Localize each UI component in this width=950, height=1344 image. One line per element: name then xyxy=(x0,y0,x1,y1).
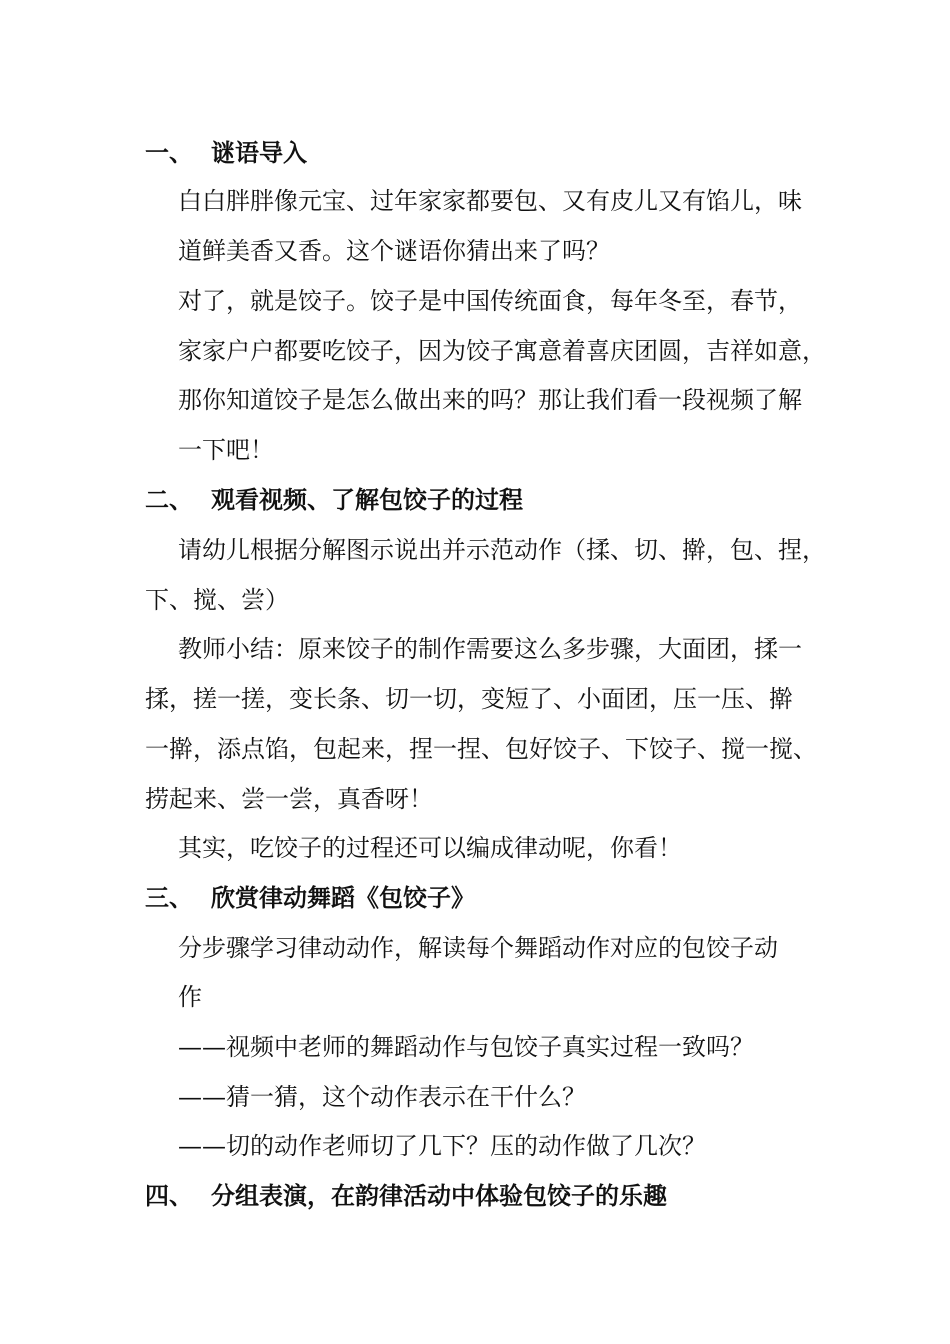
paragraph-line: ——切的动作老师切了几下？压的动作做了几次？ xyxy=(178,1132,706,1160)
paragraph-line: 教师小结：原来饺子的制作需要这么多步骤，大面团，揉一 xyxy=(178,635,802,663)
paragraph-line: 捞起来、尝一尝，真香呀！ xyxy=(145,785,433,813)
paragraph-line: 道鲜美香又香。这个谜语你猜出来了吗？ xyxy=(178,237,610,265)
paragraph-line: 白白胖胖像元宝、过年家家都要包、又有皮儿又有馅儿，味 xyxy=(178,187,802,215)
section-title: 欣赏律动舞蹈《包饺子》 xyxy=(211,883,475,912)
paragraph-line: 下、搅、尝） xyxy=(145,586,289,614)
paragraph-line: 揉，搓一搓，变长条、切一切，变短了、小面团，压一压、擀 xyxy=(145,685,793,713)
paragraph-line: ——猜一猜，这个动作表示在干什么？ xyxy=(178,1083,586,1111)
section-number: 二、 xyxy=(145,485,193,514)
paragraph-line: 其实，吃饺子的过程还可以编成律动呢，你看！ xyxy=(178,834,682,862)
paragraph-line: ——视频中老师的舞蹈动作与包饺子真实过程一致吗？ xyxy=(178,1033,754,1061)
section-number: 一、 xyxy=(145,138,193,167)
paragraph-line: 家家户户都要吃饺子，因为饺子寓意着喜庆团圆，吉祥如意， xyxy=(178,337,826,365)
section-title: 分组表演，在韵律活动中体验包饺子的乐趣 xyxy=(211,1181,667,1210)
section-number: 三、 xyxy=(145,883,193,912)
paragraph-line: 一下吧！ xyxy=(178,436,274,464)
paragraph-line: 请幼儿根据分解图示说出并示范动作（揉、切、擀，包、捏， xyxy=(178,536,826,564)
paragraph-line: 作 xyxy=(178,983,202,1011)
section-number: 四、 xyxy=(145,1181,193,1210)
paragraph-line: 对了，就是饺子。饺子是中国传统面食，每年冬至，春节， xyxy=(178,287,802,315)
section-title: 观看视频、了解包饺子的过程 xyxy=(211,485,523,514)
paragraph-line: 分步骤学习律动动作，解读每个舞蹈动作对应的包饺子动 xyxy=(178,934,778,962)
section-title: 谜语导入 xyxy=(211,138,307,167)
paragraph-line: 那你知道饺子是怎么做出来的吗？那让我们看一段视频了解 xyxy=(178,386,802,414)
paragraph-line: 一擀，添点馅，包起来，捏一捏、包好饺子、下饺子、搅一搅、 xyxy=(145,735,817,763)
